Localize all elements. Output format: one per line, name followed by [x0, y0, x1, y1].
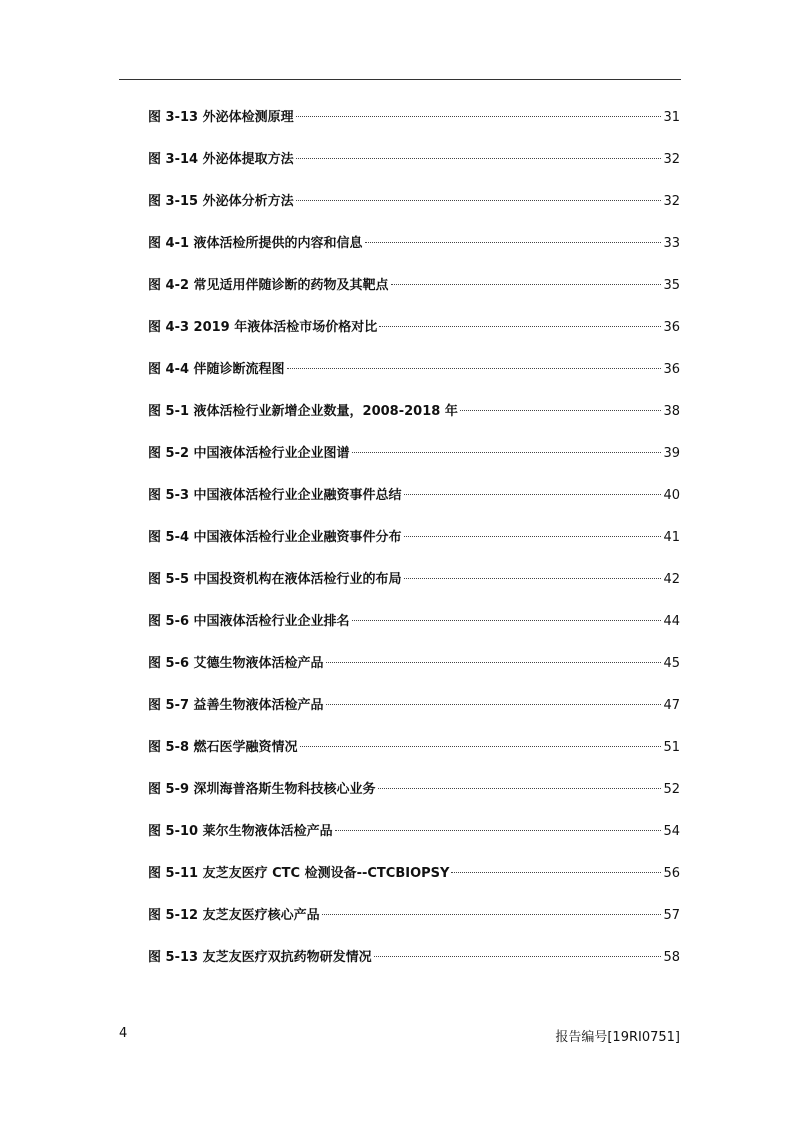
toc-entry-title: 图 5-6 艾德生物液体活检产品: [148, 656, 324, 671]
toc-entry[interactable]: [148, 274, 680, 316]
table-of-figures: [148, 106, 680, 988]
toc-dot-leader: [365, 242, 662, 243]
toc-entry[interactable]: [148, 610, 680, 652]
toc-entry[interactable]: [148, 862, 680, 904]
toc-entry-title: 图 5-1 液体活检行业新增企业数量，2008-2018 年: [148, 404, 458, 419]
toc-dot-leader: [451, 872, 661, 873]
toc-dot-leader: [404, 494, 662, 495]
toc-dot-leader: [374, 956, 662, 957]
toc-entry-page: 40: [663, 488, 680, 503]
toc-entry[interactable]: [148, 148, 680, 190]
toc-entry-title: 图 5-10 莱尔生物液体活检产品: [148, 824, 333, 839]
toc-entry-page: 41: [663, 530, 680, 545]
toc-entry[interactable]: [148, 106, 680, 148]
toc-entry-page: 45: [663, 656, 680, 671]
toc-entry[interactable]: [148, 190, 680, 232]
toc-entry-page: 33: [663, 236, 680, 251]
toc-entry-page: 32: [663, 194, 680, 209]
toc-dot-leader: [326, 662, 662, 663]
toc-entry-page: 38: [663, 404, 680, 419]
toc-entry-page: 35: [663, 278, 680, 293]
toc-entry[interactable]: [148, 568, 680, 610]
toc-entry[interactable]: [148, 904, 680, 946]
toc-entry-title: 图 3-15 外泌体分析方法: [148, 194, 294, 209]
toc-dot-leader: [322, 914, 662, 915]
toc-dot-leader: [391, 284, 662, 285]
toc-entry-title: 图 4-2 常见适用伴随诊断的药物及其靶点: [148, 278, 389, 293]
toc-dot-leader: [404, 536, 662, 537]
toc-entry-title: 图 4-4 伴随诊断流程图: [148, 362, 285, 377]
toc-dot-leader: [352, 452, 662, 453]
toc-entry-title: 图 5-11 友芝友医疗 CTC 检测设备--CTCBIOPSY: [148, 866, 450, 881]
toc-entry-page: 44: [663, 614, 680, 629]
footer-report-number: 报告编号[19RI0751]: [555, 1030, 680, 1045]
toc-entry-page: 36: [663, 362, 680, 377]
header-rule: [119, 79, 681, 80]
toc-entry-page: 31: [663, 110, 680, 125]
toc-entry-title: 图 4-3 2019 年液体活检市场价格对比: [148, 320, 378, 335]
toc-entry-title: 图 3-13 外泌体检测原理: [148, 110, 294, 125]
toc-entry[interactable]: [148, 316, 680, 358]
toc-entry-page: 47: [663, 698, 680, 713]
toc-entry-title: 图 3-14 外泌体提取方法: [148, 152, 294, 167]
toc-dot-leader: [300, 746, 662, 747]
toc-entry-title: 图 5-5 中国投资机构在液体活检行业的布局: [148, 572, 402, 587]
toc-entry[interactable]: [148, 778, 680, 820]
toc-entry-page: 54: [663, 824, 680, 839]
toc-entry-page: 51: [663, 740, 680, 755]
toc-entry[interactable]: [148, 652, 680, 694]
footer-page-number: 4: [119, 1026, 128, 1041]
toc-dot-leader: [326, 704, 662, 705]
toc-entry[interactable]: [148, 694, 680, 736]
toc-entry[interactable]: [148, 442, 680, 484]
toc-entry-title: 图 5-9 深圳海普洛斯生物科技核心业务: [148, 782, 376, 797]
toc-dot-leader: [296, 158, 662, 159]
toc-entry-title: 图 5-6 中国液体活检行业企业排名: [148, 614, 350, 629]
toc-entry[interactable]: [148, 946, 680, 988]
toc-entry-title: 图 5-7 益善生物液体活检产品: [148, 698, 324, 713]
toc-entry-page: 42: [663, 572, 680, 587]
toc-dot-leader: [296, 116, 662, 117]
toc-dot-leader: [378, 788, 662, 789]
toc-dot-leader: [335, 830, 662, 831]
toc-entry[interactable]: [148, 400, 680, 442]
toc-entry-title: 图 5-8 燃石医学融资情况: [148, 740, 298, 755]
toc-entry-title: 图 4-1 液体活检所提供的内容和信息: [148, 236, 363, 251]
toc-entry[interactable]: [148, 820, 680, 862]
toc-dot-leader: [460, 410, 662, 411]
toc-entry[interactable]: [148, 232, 680, 274]
toc-dot-leader: [379, 326, 661, 327]
toc-entry[interactable]: [148, 526, 680, 568]
toc-entry-page: 32: [663, 152, 680, 167]
toc-entry-title: 图 5-12 友芝友医疗核心产品: [148, 908, 320, 923]
toc-dot-leader: [352, 620, 662, 621]
toc-entry-page: 52: [663, 782, 680, 797]
toc-entry-page: 58: [663, 950, 680, 965]
toc-entry[interactable]: [148, 736, 680, 778]
toc-entry[interactable]: [148, 358, 680, 400]
toc-entry[interactable]: [148, 484, 680, 526]
toc-entry-title: 图 5-2 中国液体活检行业企业图谱: [148, 446, 350, 461]
toc-dot-leader: [404, 578, 662, 579]
toc-entry-title: 图 5-13 友芝友医疗双抗药物研发情况: [148, 950, 372, 965]
toc-entry-page: 39: [663, 446, 680, 461]
toc-dot-leader: [287, 368, 662, 369]
toc-entry-title: 图 5-3 中国液体活检行业企业融资事件总结: [148, 488, 402, 503]
toc-entry-title: 图 5-4 中国液体活检行业企业融资事件分布: [148, 530, 402, 545]
toc-dot-leader: [296, 200, 662, 201]
toc-entry-page: 36: [663, 320, 680, 335]
toc-entry-page: 57: [663, 908, 680, 923]
toc-entry-page: 56: [663, 866, 680, 881]
